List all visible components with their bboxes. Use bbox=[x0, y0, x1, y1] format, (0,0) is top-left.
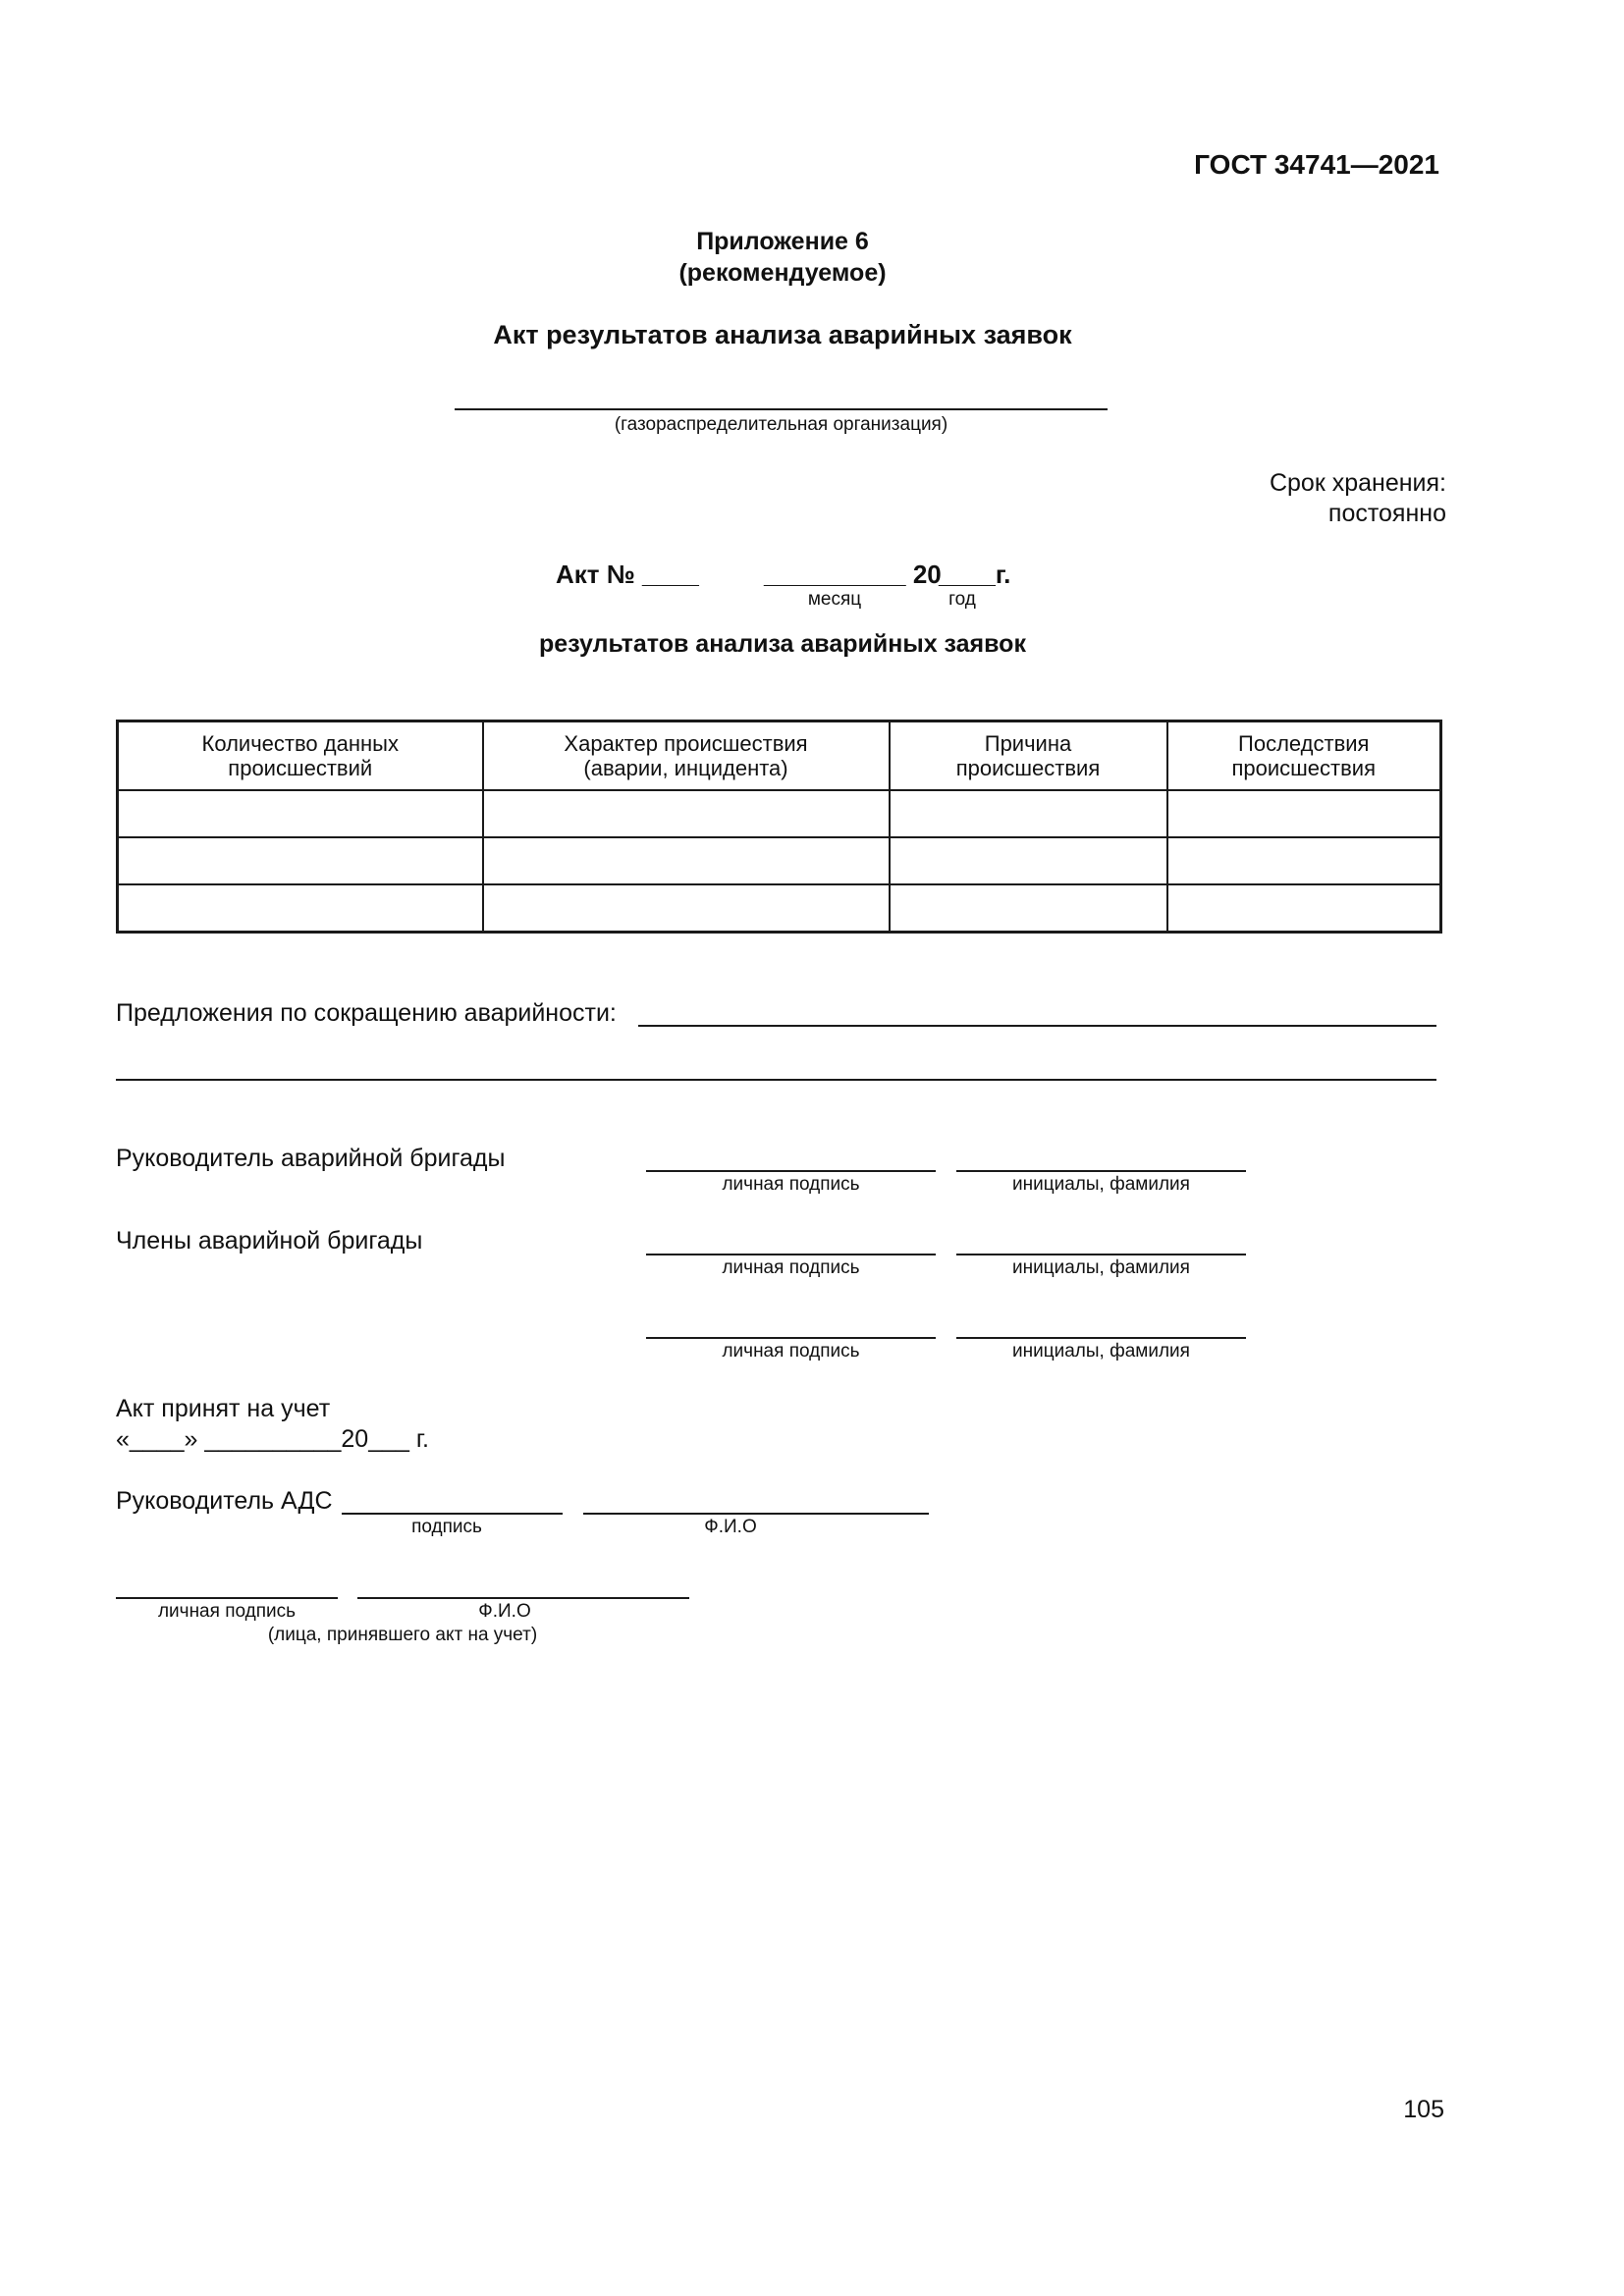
organization-caption: (газораспределительная организация) bbox=[614, 414, 948, 435]
header-incident-nature bbox=[483, 721, 890, 791]
table-cell[interactable] bbox=[1167, 790, 1441, 837]
header-incident-consequences bbox=[1167, 721, 1441, 791]
table-cell[interactable] bbox=[890, 837, 1167, 884]
year-caption: год bbox=[948, 589, 976, 610]
ads-head-label: Руководитель АДС bbox=[116, 1487, 333, 1515]
ads-head-signature-caption: подпись bbox=[411, 1517, 482, 1537]
member1-signature-line[interactable] bbox=[646, 1254, 936, 1255]
header-incident-cause bbox=[890, 721, 1167, 791]
member2-signature-caption: личная подпись bbox=[722, 1341, 860, 1362]
brigade-leader-signature-caption: личная подпись bbox=[722, 1174, 860, 1195]
table-cell[interactable] bbox=[890, 790, 1167, 837]
appendix-title: Приложение 6 bbox=[696, 228, 869, 255]
member1-signature-caption: личная подпись bbox=[722, 1257, 860, 1278]
header-line: Причина bbox=[984, 731, 1072, 756]
ads-head-name-line[interactable] bbox=[583, 1513, 929, 1515]
header-line: происшествия bbox=[955, 756, 1101, 780]
table-cell[interactable] bbox=[118, 790, 483, 837]
table-row bbox=[118, 884, 1441, 933]
appendix-status: (рекомендуемое) bbox=[678, 259, 887, 287]
receiver-note: (лица, принявшего акт на учет) bbox=[267, 1625, 538, 1645]
table-cell[interactable] bbox=[118, 837, 483, 884]
month-caption: месяц bbox=[807, 589, 862, 610]
member1-name-line[interactable] bbox=[956, 1254, 1246, 1255]
table-row bbox=[118, 837, 1441, 884]
act-number-label: Акт № ____ bbox=[556, 560, 699, 589]
brigade-members-label: Члены аварийной бригады bbox=[116, 1227, 423, 1255]
table-row bbox=[118, 790, 1441, 837]
organization-line bbox=[455, 408, 1108, 410]
header-line: Количество данных bbox=[201, 731, 399, 756]
brigade-leader-name-caption: инициалы, фамилия bbox=[1012, 1174, 1190, 1195]
table-cell[interactable] bbox=[890, 884, 1167, 933]
accepted-label: Акт принят на учет bbox=[116, 1395, 331, 1422]
header-line: Характер происшествия bbox=[564, 731, 808, 756]
page-number: 105 bbox=[1403, 2096, 1444, 2123]
header-line: Последствия bbox=[1238, 731, 1370, 756]
table-header-row bbox=[118, 721, 1441, 791]
table-cell[interactable] bbox=[1167, 884, 1441, 933]
document-title: Акт результатов анализа аварийных заявок bbox=[493, 320, 1072, 349]
ads-head-signature-line[interactable] bbox=[342, 1513, 563, 1515]
proposals-label: Предложения по сокращению аварийности: bbox=[116, 999, 617, 1027]
table-cell[interactable] bbox=[483, 837, 890, 884]
brigade-leader-signature-line[interactable] bbox=[646, 1170, 936, 1172]
table-cell[interactable] bbox=[1167, 837, 1441, 884]
act-date-prefix: __________ 20 bbox=[764, 560, 942, 589]
table-cell[interactable] bbox=[483, 790, 890, 837]
header-line: происшествия bbox=[1231, 756, 1377, 780]
retention-label: Срок хранения: bbox=[1269, 469, 1446, 497]
header-line: (аварии, инцидента) bbox=[583, 756, 788, 780]
receiver-signature-caption: личная подпись bbox=[157, 1601, 297, 1622]
act-date-suffix: ____г. bbox=[939, 560, 1011, 589]
accepted-date: «____» __________20___ г. bbox=[116, 1425, 429, 1453]
receiver-signature-line[interactable] bbox=[116, 1597, 338, 1599]
standard-number: ГОСТ 34741—2021 bbox=[1194, 149, 1439, 180]
table-cell[interactable] bbox=[483, 884, 890, 933]
retention-value: постоянно bbox=[1327, 500, 1446, 527]
member2-signature-line[interactable] bbox=[646, 1337, 936, 1339]
subtitle: результатов анализа аварийных заявок bbox=[539, 630, 1026, 658]
incident-analysis-table bbox=[116, 720, 1442, 934]
brigade-leader-name-line[interactable] bbox=[956, 1170, 1246, 1172]
ads-head-name-caption: Ф.И.О bbox=[704, 1517, 757, 1537]
brigade-leader-label: Руководитель аварийной бригады bbox=[116, 1145, 506, 1172]
proposals-line-1[interactable] bbox=[638, 1025, 1436, 1027]
header-incident-count bbox=[118, 721, 483, 791]
table-cell[interactable] bbox=[118, 884, 483, 933]
member2-name-caption: инициалы, фамилия bbox=[1012, 1341, 1190, 1362]
receiver-name-line[interactable] bbox=[357, 1597, 689, 1599]
receiver-name-caption: Ф.И.О bbox=[478, 1601, 531, 1622]
header-line: происшествий bbox=[228, 756, 373, 780]
proposals-line-2[interactable] bbox=[116, 1079, 1436, 1081]
member1-name-caption: инициалы, фамилия bbox=[1012, 1257, 1190, 1278]
member2-name-line[interactable] bbox=[956, 1337, 1246, 1339]
